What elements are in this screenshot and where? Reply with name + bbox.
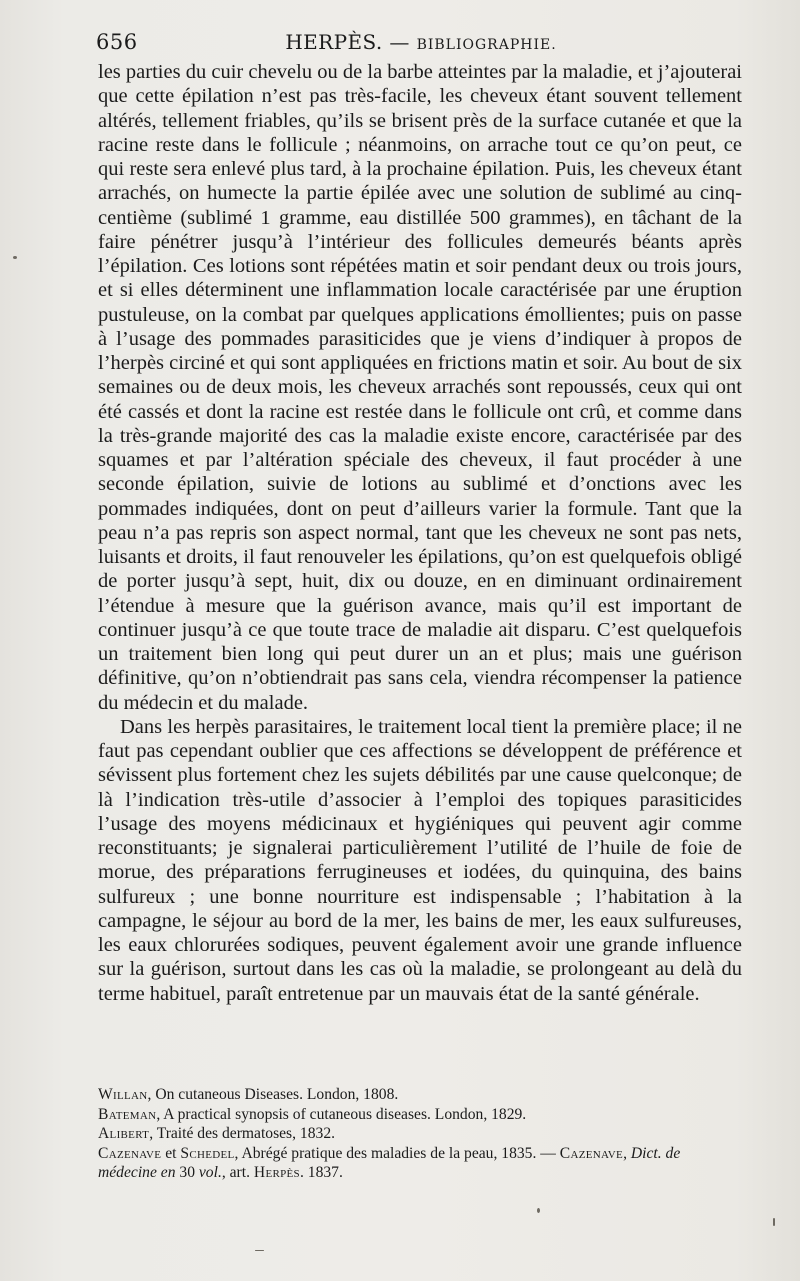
page-number: 656	[96, 30, 138, 54]
bibliography-entry	[98, 1085, 742, 1105]
page-header	[96, 30, 746, 56]
running-head-title: HERPÈS.	[285, 30, 383, 54]
body-text	[98, 60, 742, 1006]
bibliography-entry	[98, 1124, 742, 1144]
bib-author: Cazenave	[98, 1144, 162, 1162]
ink-speck	[773, 1218, 775, 1226]
bib-article-title: Herpès	[253, 1164, 300, 1182]
bib-separator: ,	[623, 1144, 631, 1162]
bib-reference: , Traité des dermatoses, 1832.	[149, 1125, 336, 1143]
ink-speck	[13, 256, 17, 259]
bib-coauthor: Schedel	[180, 1144, 235, 1162]
bibliography-entry	[98, 1105, 742, 1125]
bib-author: Willan	[98, 1086, 148, 1103]
bibliography-entry	[98, 1144, 742, 1183]
running-head-dash: —	[382, 30, 417, 54]
bib-author: Alibert	[98, 1125, 150, 1143]
running-head	[96, 30, 746, 54]
ink-speck	[537, 1208, 540, 1213]
bib-joiner: et	[161, 1144, 181, 1162]
bibliography	[98, 1085, 742, 1183]
bib-reference: , On cutaneous Diseases. London, 1808.	[147, 1086, 399, 1103]
ink-speck	[255, 1250, 264, 1251]
running-head-section: BIBLIOGRAPHIE.	[416, 37, 557, 53]
bib-reference: , A practical synopsis of cutaneous diseases. London, 1829.	[156, 1105, 527, 1123]
bib-volume-count: 30	[175, 1164, 199, 1182]
bib-title: Dict. de médecine en	[98, 1144, 681, 1182]
paragraph: les parties du cuir chevelu ou de la barbe atteintes par la maladie, et j’ajouterai que cette épilation n’est pas très-facile, les cheveux étant souvent tellement altérés, tellement friables, qu’ils se brisent près de la surface cutanée et que la racine reste dans le follicule ; néanmoins, on arrache tout ce qu’on peut, ce qui reste sera enlevé plus tard, à la prochaine épilation. Puis, les cheveux étant arrachés, on humecte la partie épilée avec une solution de sublimé au cinq-centième (sublimé 1 gramme, eau distillée 500 grammes), en tâchant de la faire pénétrer jusqu’à l’intérieur des follicules demeurés béants après l’épilation. Ces lotions sont répétées matin et soir pendant deux ou trois jours, et si elles déterminent une inflammation locale caractérisée par une éruption pustuleuse, on la combat par quelques applications émollientes; puis on passe à l’usage des pommades parasiticides que je viens d’indiquer à propos de l’herpès circiné et qui sont appliquées en frictions matin et soir. Au bout de six semaines ou de deux mois, les cheveux arrachés sont repoussés, ceux qui ont été cassés et dont la racine est restée dans le follicule ont crû, et comme dans la très-grande majorité des cas la maladie existe encore, caractérisée par des squames et par l’altération spéciale des cheveux, il faut procéder à une seconde épilation, suivie de lotions au sublimé et d’onctions avec les pommades indiquées, dont on peut d’ailleurs varier la formule. Tant que la peau n’a pas repris son aspect normal, tant que les cheveux ne sont pas nets, luisants et droits, il faut renouveler les épilations, qu’on est quelquefois obligé de porter jusqu’à sept, huit, dix ou douze, en en diminuant ordinairement l’étendue à mesure que la guérison avance, mais qu’il est important de continuer jusqu’à ce que toute trace de maladie ait disparu. C’est quelquefois un traitement bien long qui peut durer un an et plus; mais une guérison définitive, qu’on n’obtiendrait pas sans cela, viendra récompenser la patience du médecin et du malade.	[98, 61, 742, 714]
bib-reference: , Abrégé pratique des maladies de la peau, 1835. —	[234, 1144, 560, 1162]
bib-year: . 1837.	[299, 1164, 343, 1182]
paragraph: Dans les herpès parasitaires, le traitement local tient la première place; il ne faut pas cependant oublier que ces affections se développent de préférence et sévissent plus fortement chez les sujets débilités par une cause quelconque; de là l’indication très-utile d’associer à l’emploi des topiques parasiticides l’usage des moyens médicinaux et hygiéniques qui peuvent agir comme reconstituants; je signalerai particulièrement l’utilité de l’huile de foie de morue, des préparations ferrugineuses et iodées, du quinquina, des bains sulfureux ; une bonne nourriture est indispensable ; l’habitation à la campagne, le séjour au bord de la mer, les bains de mer, les eaux sulfureuses, les eaux chlorurées sodiques, peuvent également avoir une grande influence sur la guérison, surtout dans les cas où la maladie, se prolongeant au delà du terme habituel, paraît entretenue par un mauvais état de la santé générale.	[98, 715, 742, 1005]
bib-volume-label: vol.	[198, 1164, 222, 1182]
bib-article-prefix: , art.	[221, 1164, 254, 1182]
bib-author: Bateman	[98, 1105, 157, 1123]
bib-author: Cazenave	[559, 1144, 624, 1162]
